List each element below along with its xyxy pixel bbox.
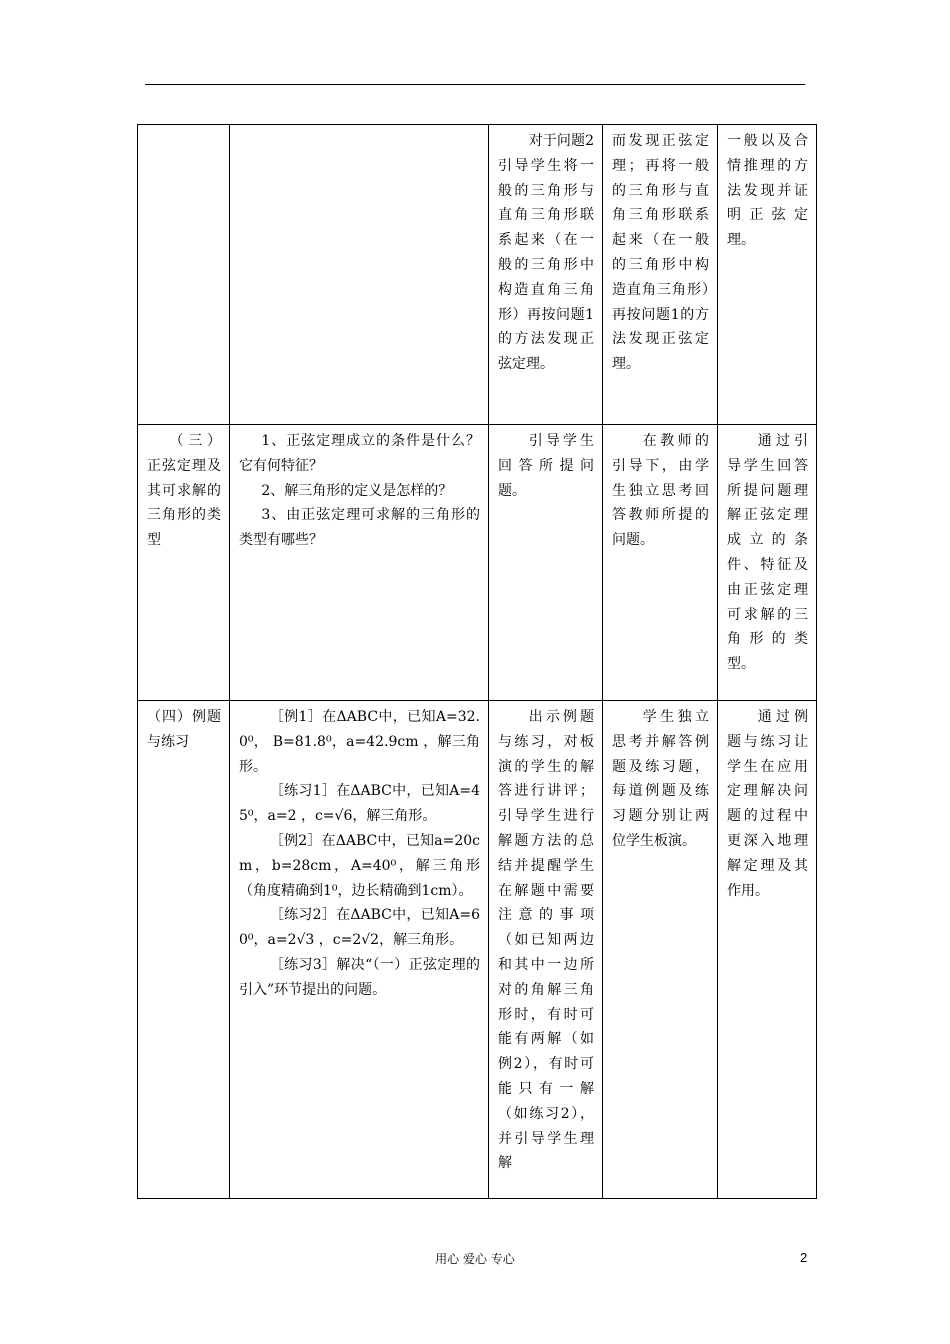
design-intent-text: 通过例题与练习让学生在应用定理解决问题的过程中更深入地理解定理及其作用。 — [727, 709, 808, 899]
student-activity-text: 而发现正弦定理；再将一般的三角形与直角三角形联系起来（在一般的三角形中构造直角三角形）再按问题1的方法发现正弦定理。 — [612, 133, 709, 373]
stage-text: （四）例题与练习 — [147, 709, 221, 750]
student-activity-text: 在教师的引导下，由学生独立思考回答教师所提的问题。 — [612, 433, 709, 549]
teacher-activity-cell — [489, 125, 603, 425]
teacher-activity-text: 对于问题2引导学生将一般的三角形与直角三角形联系起来（在一般的三角形中构造直角三角形）再按问题1的方法发现正弦定理。 — [498, 133, 594, 373]
design-intent-cell — [718, 701, 817, 1199]
exercise-2-text: ［练习2］在ΔABC中，已知A=60⁰，a=2√3 ，c=2√2，解三角形。 — [239, 907, 480, 949]
content-text: 3、由正弦定理可求解的三角形的类型有哪些？ — [239, 507, 480, 549]
design-intent-text: 一般以及合情推理的方法发现并证明正弦定理。 — [727, 133, 808, 249]
content-text: 1、正弦定理成立的条件是什么？它有何特征？ — [239, 433, 480, 474]
stage-cell — [138, 425, 230, 701]
teacher-activity-cell — [489, 425, 603, 701]
design-intent-cell — [718, 125, 817, 425]
lesson-plan-table — [137, 124, 817, 1199]
content-cell — [230, 701, 489, 1199]
footer-slogan: 用心 爱心 专心 — [435, 1252, 515, 1266]
example-2-text: ［例2］在ΔABC中，已知a=20cm，b=28cm，A=40⁰，解三角形（角度精确到1⁰，边长精确到1cm）。 — [239, 832, 480, 899]
content-cell — [230, 425, 489, 701]
student-activity-cell — [603, 125, 718, 425]
exercise-1-text: ［练习1］在ΔABC中，已知A=45⁰，a=2 ，c=√6，解三角形。 — [239, 783, 480, 825]
teacher-activity-cell — [489, 701, 603, 1199]
teacher-activity-text: 出示例题与练习，对板演的学生的解答进行讲评；引导学生进行解题方法的总结并提醒学生在解题中需要注意的事项（如已知两边和其中一边所对的角解三角形时，有时可能有两解（如例2），有时可能只有一解（如练习2），并引导学生理解 — [498, 709, 594, 1172]
teacher-activity-text: 引导学生回答所提问题。 — [498, 433, 594, 499]
page-number: 2 — [800, 1250, 808, 1265]
design-intent-text: 通过引导学生回答所提问题理解正弦定理成立的条件、特征及由正弦定理可求解的三角形的类型。 — [727, 433, 808, 673]
stage-text: （三）正弦定理及其可求解的三角形的类型 — [147, 433, 221, 549]
example-1-text: ［例1］在ΔABC中，已知A=32.0⁰， B=81.8⁰，a=42.9cm ，解三角形。 — [239, 709, 480, 775]
content-cell — [230, 125, 489, 425]
exercise-3-text: ［练习3］解决“（一）正弦定理的引入”环节提出的问题。 — [239, 956, 480, 998]
student-activity-text: 学生独立思考并解答例题及练习题，每道例题及练习题分别让两位学生板演。 — [612, 709, 709, 849]
content-text: 2、解三角形的定义是怎样的？ — [261, 482, 453, 499]
stage-cell — [138, 701, 230, 1199]
header-rule — [145, 84, 805, 85]
table-row — [138, 425, 817, 701]
table-row — [138, 125, 817, 425]
stage-cell — [138, 125, 230, 425]
student-activity-cell — [603, 701, 718, 1199]
table-row — [138, 701, 817, 1199]
design-intent-cell — [718, 425, 817, 701]
student-activity-cell — [603, 425, 718, 701]
